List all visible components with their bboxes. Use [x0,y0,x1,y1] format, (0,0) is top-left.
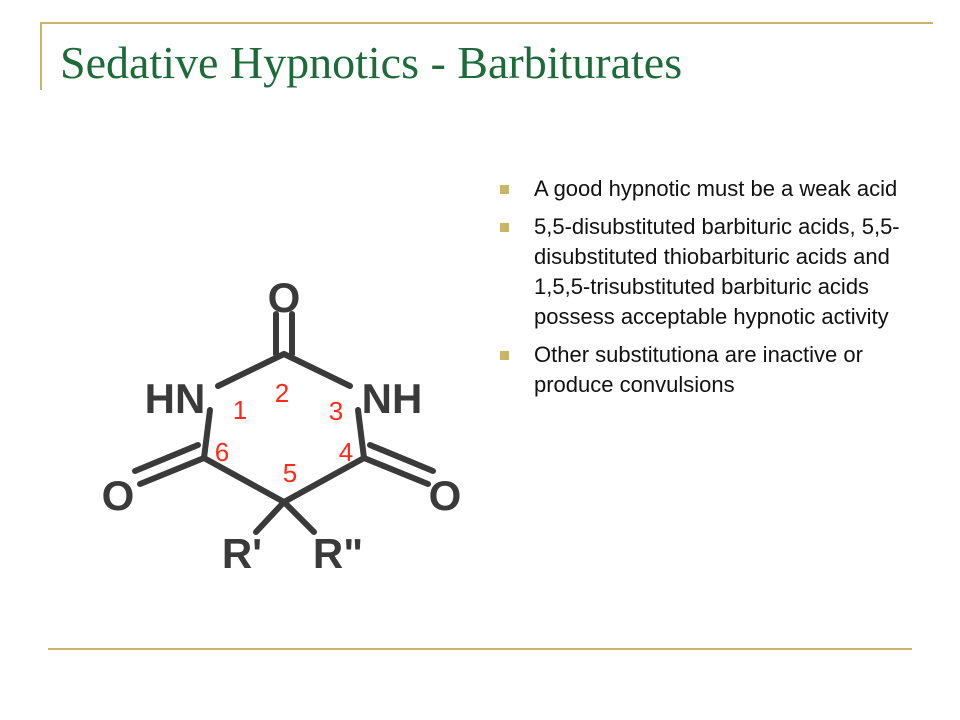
ring-number-5: 5 [282,458,298,488]
bullet-text: Other substitutiona are inactive or produce convulsions [534,342,863,397]
ring-number-6: 6 [214,437,230,467]
atom-top-oxygen: O [267,274,301,321]
ring-number-2: 2 [274,378,290,408]
bond-c5-r1 [256,502,284,532]
atom-left-oxygen: O [101,472,135,519]
barbiturate-structure-diagram [80,270,490,590]
top-horizontal-rule [40,22,933,24]
atom-right-nh: NH [361,375,423,422]
bottom-horizontal-rule [48,648,912,650]
square-bullet-icon [500,351,509,360]
ring-number-4: 4 [338,437,354,467]
bullet-text: A good hypnotic must be a weak acid [534,176,898,201]
atom-r-prime: R' [221,530,263,577]
bullet-list [497,174,907,408]
atom-r-double-prime: R" [312,530,364,577]
atom-left-nh: HN [144,375,206,422]
top-left-vertical-rule [40,22,42,90]
square-bullet-icon [500,185,509,194]
bond-c5-r2 [284,502,314,532]
ring-number-1: 1 [232,395,248,425]
atom-right-oxygen: O [428,472,462,519]
bullet-item [497,174,907,204]
square-bullet-icon [500,223,509,232]
slide-title: Sedative Hypnotics - Barbiturates [60,37,683,88]
bullet-text: 5,5-disubstituted barbituric acids, 5,5-disubstituted thiobarbituric acids and 1,5,5-trisubstituted barbituric acids possess acceptable hypnotic activity [534,214,900,329]
bond-c2-n3 [284,354,350,386]
bullet-item [497,340,907,400]
bullet-item [497,212,907,332]
structure-bonds [135,314,433,532]
ring-number-3: 3 [328,396,344,426]
